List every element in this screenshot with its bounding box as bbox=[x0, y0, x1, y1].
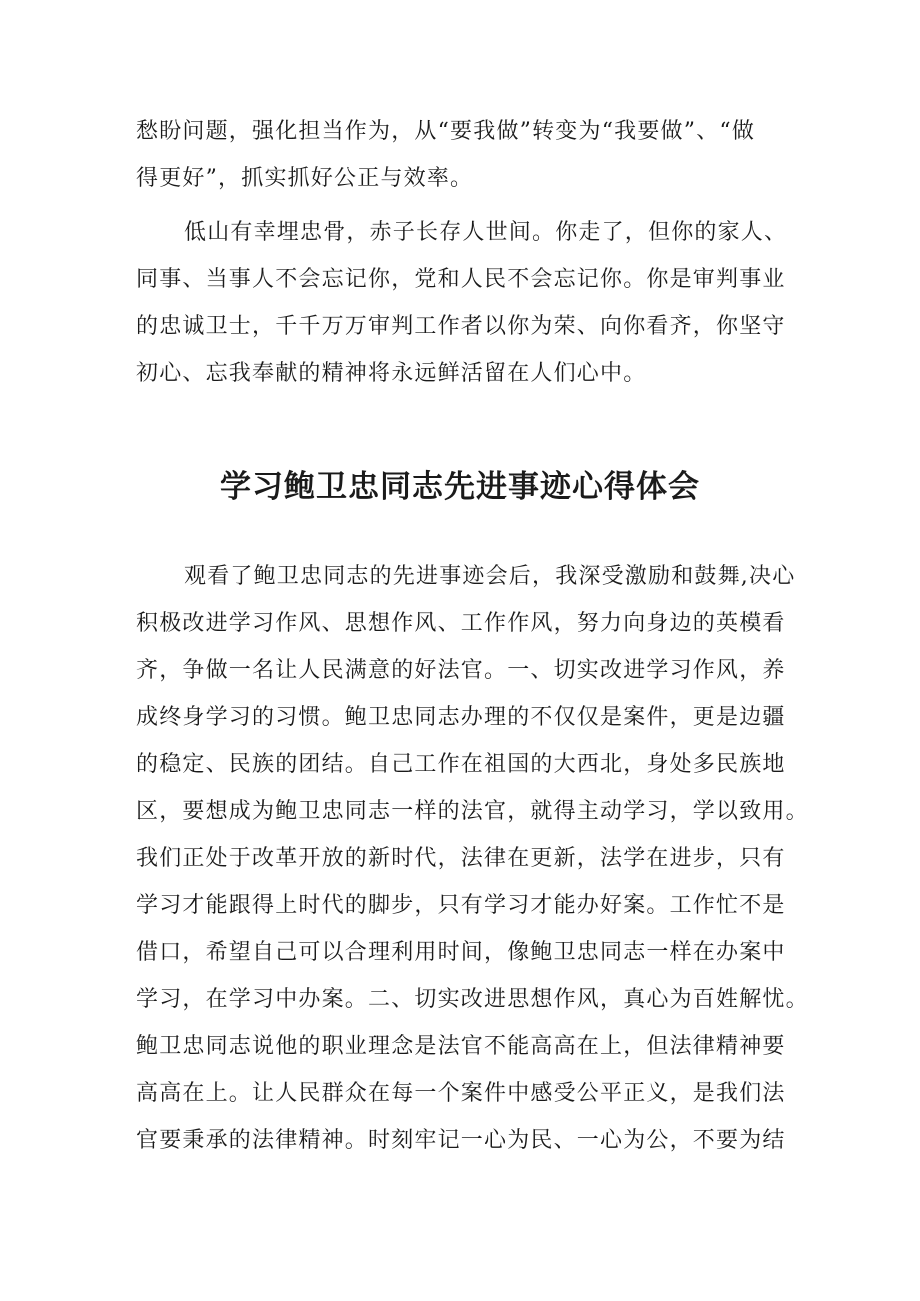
text-line: 齐，争做一名让人民满意的好法官。一、切实改进学习作风，养 bbox=[136, 658, 786, 683]
text-line: 成终身学习的习惯。鲍卫忠同志办理的不仅仅是案件，更是边疆 bbox=[136, 705, 786, 730]
text-line: 的稳定、民族的团结。自己工作在祖国的大西北，身处多民族地 bbox=[136, 752, 786, 777]
text-line: 我们正处于改革开放的新时代，法律在更新，法学在进步，只有 bbox=[136, 846, 786, 871]
text-line: 官要秉承的法律精神。时刻牢记一心为民、一心为公，不要为结 bbox=[136, 1128, 786, 1153]
document-title: 学习鲍卫忠同志先进事迹心得体会 bbox=[220, 469, 700, 505]
text-line: 区，要想成为鲍卫忠同志一样的法官，就得主动学习，学以致用。 bbox=[136, 799, 809, 824]
text-line: 积极改进学习作风、思想作风、工作作风，努力向身边的英模看 bbox=[136, 611, 786, 636]
text-line: 的忠诚卫士，千千万万审判工作者以你为荣、向你看齐，你坚守 bbox=[136, 314, 786, 339]
text-line: 初心、忘我奉献的精神将永远鲜活留在人们心中。 bbox=[136, 361, 647, 386]
text-line: 得更好”，抓实抓好公正与效率。 bbox=[136, 166, 474, 191]
text-line: 鲍卫忠同志说他的职业理念是法官不能高高在上，但法律精神要 bbox=[136, 1034, 786, 1059]
text-line: 低山有幸埋忠骨，赤子长存人世间。你走了，但你的家人、 bbox=[184, 220, 788, 245]
text-line: 愁盼问题，强化担当作为，从“要我做”转变为“我要做”、“做 bbox=[136, 119, 756, 144]
text-line: 借口，希望自己可以合理利用时间，像鲍卫忠同志一样在办案中 bbox=[136, 940, 786, 965]
text-line: 学习，在学习中办案。二、切实改进思想作风，真心为百姓解忧。 bbox=[136, 987, 809, 1012]
text-line: 高高在上。让人民群众在每一个案件中感受公平正义，是我们法 bbox=[136, 1081, 786, 1106]
text-line: 观看了鲍卫忠同志的先进事迹会后，我深受激励和鼓舞,决心 bbox=[184, 564, 796, 589]
text-line: 学习才能跟得上时代的脚步，只有学习才能办好案。工作忙不是 bbox=[136, 893, 786, 918]
text-line: 同事、当事人不会忘记你，党和人民不会忘记你。你是审判事业 bbox=[136, 267, 786, 292]
